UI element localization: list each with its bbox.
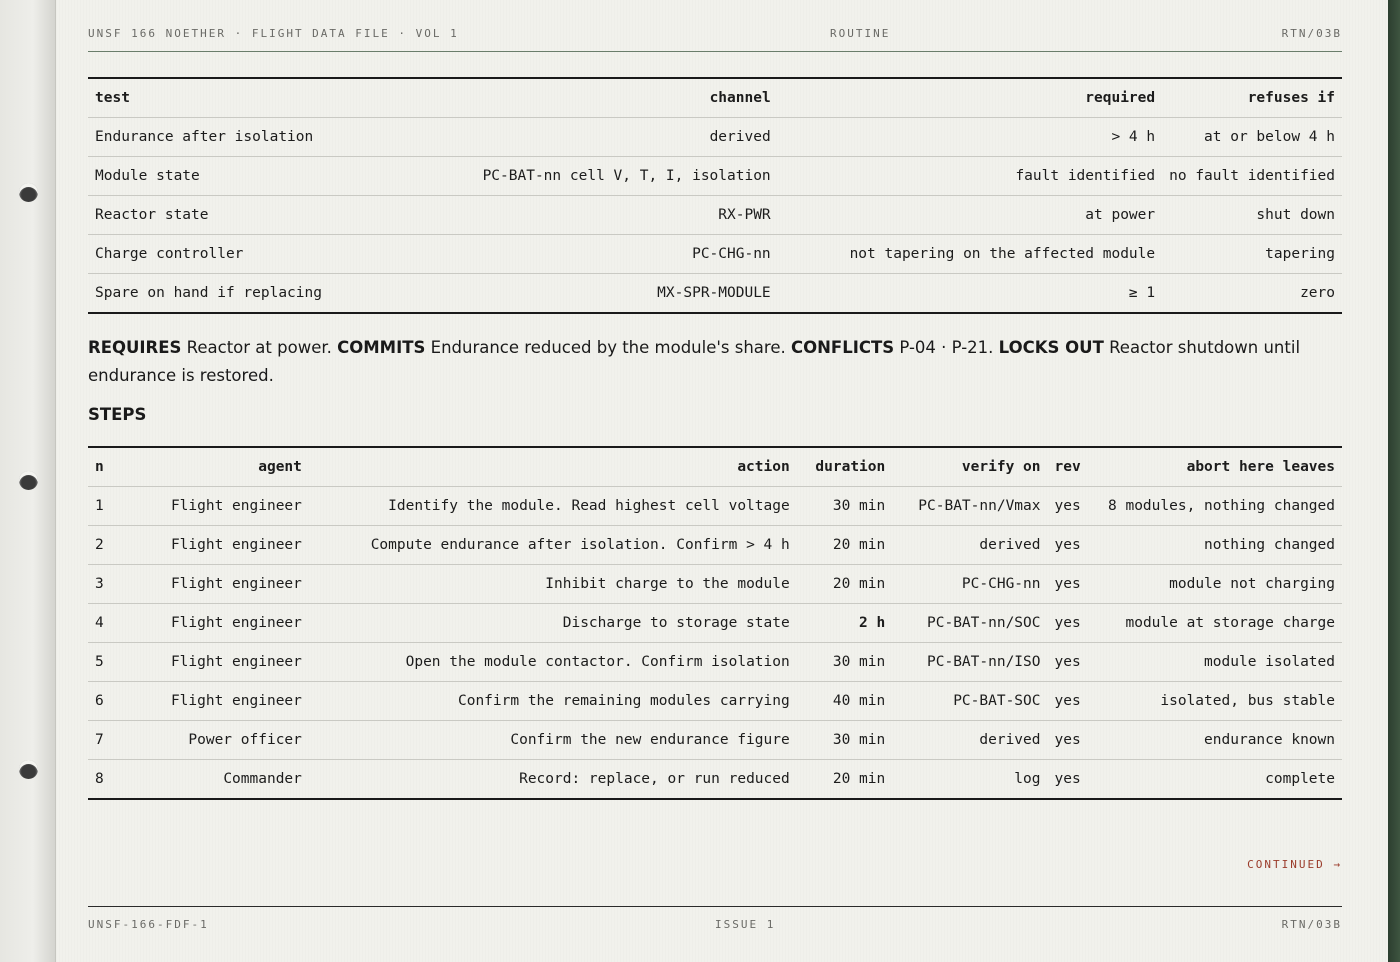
- step-number: 2: [88, 526, 136, 565]
- header-procedure-code: RTN/03B: [1281, 27, 1342, 40]
- required-cell: not tapering on the affected module: [778, 235, 1162, 274]
- step-number: 7: [88, 721, 136, 760]
- step-duration: 30 min: [797, 721, 893, 760]
- step-action: Confirm the remaining modules carrying: [309, 682, 797, 721]
- step-duration: 30 min: [797, 643, 893, 682]
- step-agent: Flight engineer: [136, 487, 309, 526]
- test-cell: Reactor state: [88, 196, 385, 235]
- table-row: [88, 487, 1342, 526]
- commits-text: Endurance reduced by the module's share.: [430, 338, 786, 357]
- step-abort-leaves: module isolated: [1101, 643, 1342, 682]
- binder-hole-icon: [19, 760, 38, 779]
- refuses-cell: shut down: [1162, 196, 1342, 235]
- step-action: Inhibit charge to the module: [309, 565, 797, 604]
- step-action: Open the module contactor. Confirm isolation: [309, 643, 797, 682]
- step-agent: Flight engineer: [136, 565, 309, 604]
- header-classification: ROUTINE: [830, 27, 891, 40]
- table-row: [88, 682, 1342, 721]
- step-action: Record: replace, or run reduced: [519, 771, 790, 787]
- locks-out-text: Reactor shutdown until endurance is restored.: [88, 338, 1301, 385]
- step-agent: Flight engineer: [136, 643, 309, 682]
- test-cell: Module state: [88, 157, 385, 196]
- step-number: 6: [88, 682, 136, 721]
- step-verify-on: derived: [892, 721, 1047, 760]
- header-rule: [88, 51, 1342, 52]
- step-abort-leaves: complete: [1265, 771, 1335, 787]
- binder-hole-icon: [19, 183, 38, 202]
- table-row: [88, 565, 1342, 604]
- test-cell: Spare on hand if replacing: [95, 285, 322, 301]
- page-edge: [1388, 0, 1400, 962]
- required-cell: > 4 h: [778, 118, 1162, 157]
- col-channel: channel: [385, 78, 777, 118]
- running-footer: [88, 918, 1342, 932]
- channel-cell: RX-PWR: [385, 196, 777, 235]
- refuses-cell: tapering: [1162, 235, 1342, 274]
- running-header: [88, 27, 1342, 41]
- step-rev: yes: [1054, 771, 1081, 787]
- step-duration: 20 min: [832, 771, 886, 787]
- step-verify-on: log: [1014, 771, 1041, 787]
- step-number: 3: [88, 565, 136, 604]
- step-rev: yes: [1048, 565, 1102, 604]
- required-cell: ≥ 1: [1128, 285, 1156, 301]
- table-row: [88, 604, 1342, 643]
- tests-table: [88, 77, 1342, 314]
- step-verify-on: PC-BAT-nn/ISO: [892, 643, 1047, 682]
- commits-label: COMMITS: [337, 338, 426, 357]
- channel-cell: PC-CHG-nn: [385, 235, 777, 274]
- step-rev: yes: [1048, 526, 1102, 565]
- step-rev: yes: [1048, 721, 1102, 760]
- table-header-row: [88, 447, 1342, 487]
- col-verify-on: verify on: [892, 447, 1047, 487]
- binder-margin: [0, 0, 56, 962]
- table-row: [88, 196, 1342, 235]
- refuses-cell: no fault identified: [1162, 157, 1342, 196]
- col-agent: agent: [136, 447, 309, 487]
- header-document-id: UNSF 166 NOETHER · FLIGHT DATA FILE · VOL 1: [88, 27, 459, 40]
- table-header-row: [88, 78, 1342, 118]
- step-abort-leaves: nothing changed: [1101, 526, 1342, 565]
- table-row: [88, 157, 1342, 196]
- continued-link[interactable]: CONTINUED →: [1247, 858, 1342, 871]
- step-abort-leaves: module at storage charge: [1101, 604, 1342, 643]
- step-abort-leaves: isolated, bus stable: [1101, 682, 1342, 721]
- step-abort-leaves: endurance known: [1101, 721, 1342, 760]
- refuses-cell: zero: [1300, 285, 1335, 301]
- step-rev: yes: [1048, 487, 1102, 526]
- step-verify-on: PC-BAT-SOC: [892, 682, 1047, 721]
- step-number: 4: [88, 604, 136, 643]
- binder-hole-icon: [19, 471, 38, 490]
- step-action: Identify the module. Read highest cell voltage: [309, 487, 797, 526]
- test-cell: Charge controller: [88, 235, 385, 274]
- channel-cell: derived: [385, 118, 777, 157]
- required-cell: at power: [778, 196, 1162, 235]
- step-duration: 2 h: [797, 604, 893, 643]
- steps-heading: STEPS: [88, 405, 147, 424]
- refuses-cell: at or below 4 h: [1162, 118, 1342, 157]
- col-test: test: [88, 78, 385, 118]
- table-row: [88, 118, 1342, 157]
- conflicts-label: CONFLICTS: [790, 338, 895, 357]
- step-rev: yes: [1048, 682, 1102, 721]
- col-action: action: [309, 447, 797, 487]
- step-verify-on: derived: [892, 526, 1047, 565]
- requires-label: REQUIRES: [88, 338, 182, 357]
- required-cell: fault identified: [778, 157, 1162, 196]
- col-abort-here-leaves: abort here leaves: [1101, 447, 1342, 487]
- table-row: [88, 760, 1342, 800]
- step-duration: 40 min: [797, 682, 893, 721]
- footer-procedure-code: RTN/03B: [1281, 918, 1342, 931]
- steps-table: [88, 446, 1342, 800]
- test-cell: Endurance after isolation: [88, 118, 385, 157]
- step-agent: Flight engineer: [136, 526, 309, 565]
- step-verify-on: PC-BAT-nn/Vmax: [892, 487, 1047, 526]
- channel-cell: MX-SPR-MODULE: [657, 285, 771, 301]
- requires-text: Reactor at power.: [186, 338, 332, 357]
- step-abort-leaves: module not charging: [1101, 565, 1342, 604]
- col-refuses-if: refuses if: [1162, 78, 1342, 118]
- step-number: 5: [88, 643, 136, 682]
- step-agent: Power officer: [136, 721, 309, 760]
- step-action: Compute endurance after isolation. Confirm > 4 h: [309, 526, 797, 565]
- step-agent: Flight engineer: [136, 604, 309, 643]
- col-rev: rev: [1048, 447, 1102, 487]
- footer-rule: [88, 906, 1342, 907]
- step-abort-leaves: 8 modules, nothing changed: [1101, 487, 1342, 526]
- col-required: required: [778, 78, 1162, 118]
- step-agent: Flight engineer: [136, 682, 309, 721]
- step-duration: 20 min: [797, 565, 893, 604]
- step-number: 1: [88, 487, 136, 526]
- table-row: [88, 235, 1342, 274]
- conflicts-text: P-04 · P-21.: [899, 338, 994, 357]
- channel-cell: PC-BAT-nn cell V, T, I, isolation: [385, 157, 777, 196]
- procedure-summary: [88, 334, 1342, 389]
- table-row: [88, 526, 1342, 565]
- step-rev: yes: [1048, 643, 1102, 682]
- footer-issue: ISSUE 1: [715, 918, 776, 931]
- col-duration: duration: [797, 447, 893, 487]
- col-n: n: [88, 447, 136, 487]
- step-duration: 30 min: [797, 487, 893, 526]
- table-row: [88, 721, 1342, 760]
- step-action: Discharge to storage state: [309, 604, 797, 643]
- step-rev: yes: [1048, 604, 1102, 643]
- locks-out-label: LOCKS OUT: [998, 338, 1104, 357]
- table-row: [88, 274, 1342, 314]
- footer-document-id: UNSF-166-FDF-1: [88, 918, 209, 931]
- step-verify-on: PC-BAT-nn/SOC: [892, 604, 1047, 643]
- step-agent: Commander: [223, 771, 302, 787]
- table-row: [88, 643, 1342, 682]
- step-verify-on: PC-CHG-nn: [892, 565, 1047, 604]
- step-number: 8: [95, 771, 104, 787]
- step-action: Confirm the new endurance figure: [309, 721, 797, 760]
- step-duration: 20 min: [797, 526, 893, 565]
